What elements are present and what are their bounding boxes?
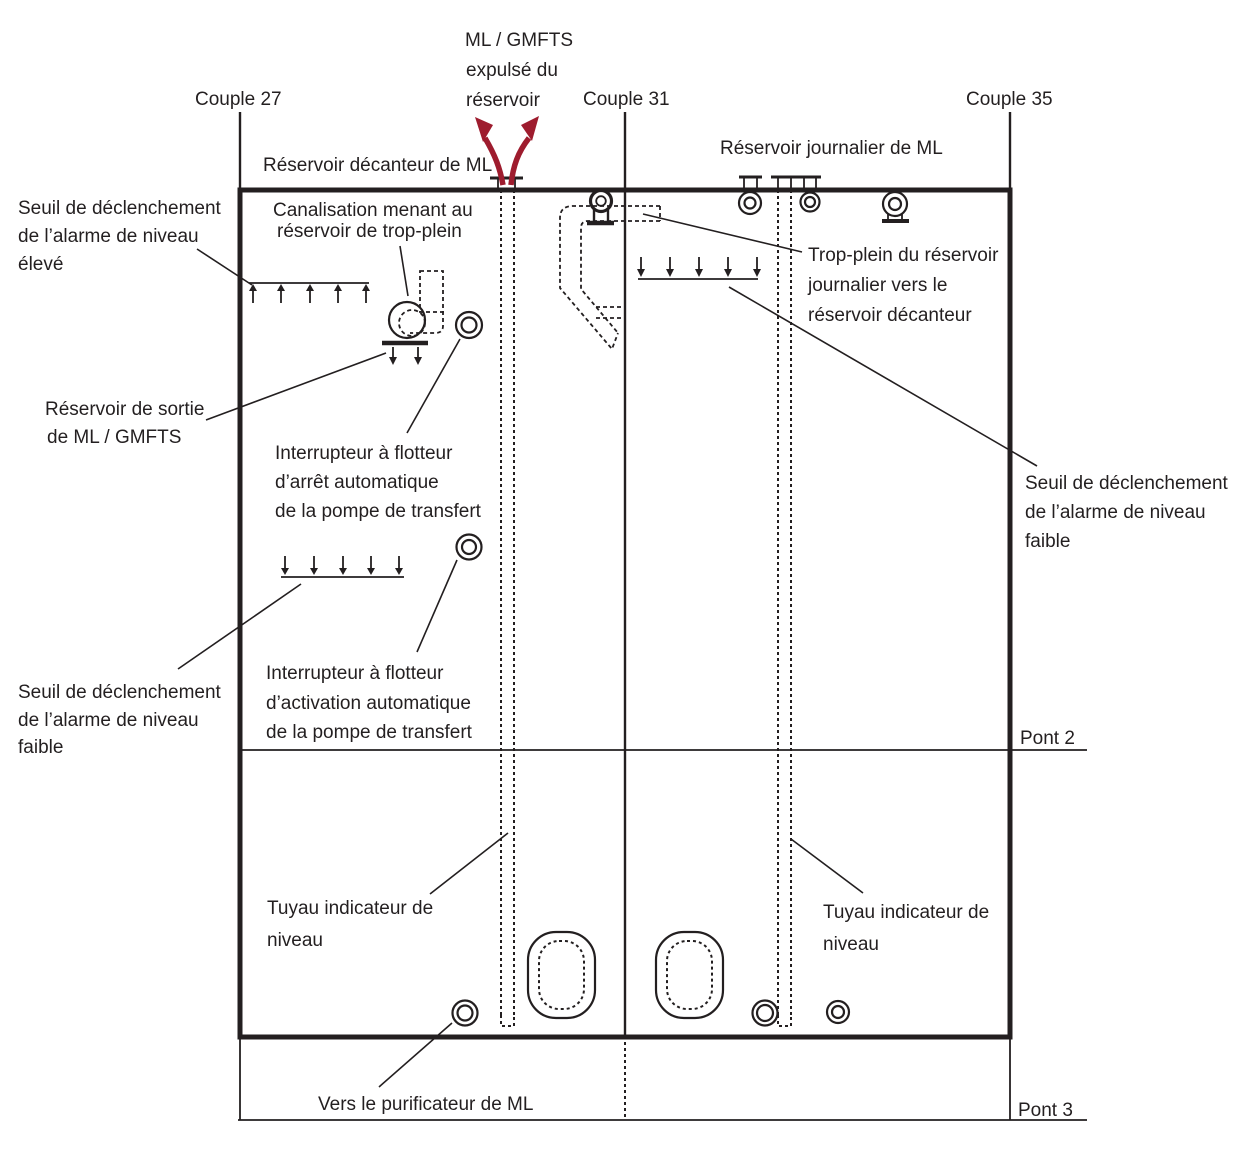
label-couple-31: Couple 31 <box>583 89 670 110</box>
padeye-fitting-2 <box>799 177 821 212</box>
label-seuil-eleve-2: élevé <box>18 254 64 275</box>
label-interrupteur-arret-1: d’arrêt automatique <box>275 472 439 493</box>
label-seuil-faible-gauche-2: faible <box>18 737 64 758</box>
label-vent-line-1: expulsé du <box>466 60 558 81</box>
label-interrupteur-activation-0: Interrupteur à flotteur <box>266 663 444 684</box>
drain-circle-mid <box>753 1001 778 1026</box>
label-seuil-faible-droite-0: Seuil de déclenchement <box>1025 473 1228 494</box>
suction-well-left <box>528 932 595 1018</box>
label-tuyau-gauche-0: Tuyau indicateur de <box>267 898 434 919</box>
suction-well-right <box>656 932 723 1018</box>
vent-arrow-right-head <box>521 116 539 141</box>
label-seuil-faible-gauche-0: Seuil de déclenchement <box>18 682 221 703</box>
float-switch-stop <box>456 312 482 338</box>
label-seuil-eleve-1: de l’alarme de niveau <box>18 226 199 247</box>
label-trop-plein-2: réservoir décanteur <box>808 305 972 326</box>
label-tuyau-droite-0: Tuyau indicateur de <box>823 902 990 923</box>
label-couple-27: Couple 27 <box>195 89 282 110</box>
pipe-left-cap <box>501 1015 514 1026</box>
label-canalisation-1: réservoir de trop-plein <box>277 221 462 242</box>
level-indicator-pipe-right <box>778 190 791 1026</box>
label-pont-2: Pont 2 <box>1020 728 1075 749</box>
padeye-fitting-3 <box>882 192 909 221</box>
low-level-threshold-right <box>637 257 761 279</box>
pipe-right-cap <box>778 1015 791 1026</box>
label-tuyau-gauche-1: niveau <box>267 930 323 951</box>
leader-purificateur <box>379 1023 452 1087</box>
label-seuil-eleve-0: Seuil de déclenchement <box>18 198 221 219</box>
drain-circle-right <box>827 1001 849 1023</box>
label-reservoir-sortie-0: Réservoir de sortie <box>45 399 205 420</box>
label-purificateur: Vers le purificateur de ML <box>318 1094 534 1115</box>
label-pont-3: Pont 3 <box>1018 1100 1073 1121</box>
label-tuyau-droite-1: niveau <box>823 934 879 955</box>
label-couple-35: Couple 35 <box>966 89 1053 110</box>
label-seuil-faible-droite-2: faible <box>1025 531 1071 552</box>
overflow-hook-pipe-dashed <box>560 206 660 349</box>
label-reservoir-journalier: Réservoir journalier de ML <box>720 138 943 159</box>
leader-interrupteur-arret <box>407 339 460 433</box>
label-interrupteur-activation-2: de la pompe de transfert <box>266 722 472 743</box>
purifier-outlet-circle <box>453 1001 478 1026</box>
leader-seuil-eleve <box>197 249 252 285</box>
high-level-threshold <box>249 283 370 303</box>
label-seuil-faible-droite-1: de l’alarme de niveau <box>1025 502 1206 523</box>
leader-interrupteur-activation <box>417 560 457 652</box>
label-vent-line-0: ML / GMFTS <box>465 30 574 51</box>
label-vent-line-2: réservoir <box>466 90 540 111</box>
label-reservoir-decanteur: Réservoir décanteur de ML <box>263 155 493 176</box>
label-trop-plein-0: Trop-plein du réservoir <box>808 245 999 266</box>
label-interrupteur-arret-2: de la pompe de transfert <box>275 501 481 522</box>
label-canalisation-0: Canalisation menant au <box>273 200 473 221</box>
overflow-stub-dashed <box>596 307 625 318</box>
label-reservoir-sortie-1: de ML / GMFTS <box>47 427 182 448</box>
leader-reservoir-sortie <box>206 353 386 420</box>
leader-tuyau-gauche <box>430 833 508 894</box>
leader-tuyau-droite <box>791 839 863 893</box>
level-indicator-pipe-left <box>501 190 514 1026</box>
vent-arrow-left-head <box>475 117 493 142</box>
label-interrupteur-activation-1: d’activation automatique <box>266 693 471 714</box>
low-level-threshold-left <box>281 556 404 577</box>
label-seuil-faible-gauche-1: de l’alarme de niveau <box>18 710 199 731</box>
float-switch-start <box>457 535 482 560</box>
padeye-fitting-1 <box>739 177 762 214</box>
leader-canalisation <box>400 246 408 296</box>
label-trop-plein-1: journalier vers le <box>808 275 948 296</box>
label-interrupteur-arret-0: Interrupteur à flotteur <box>275 443 453 464</box>
